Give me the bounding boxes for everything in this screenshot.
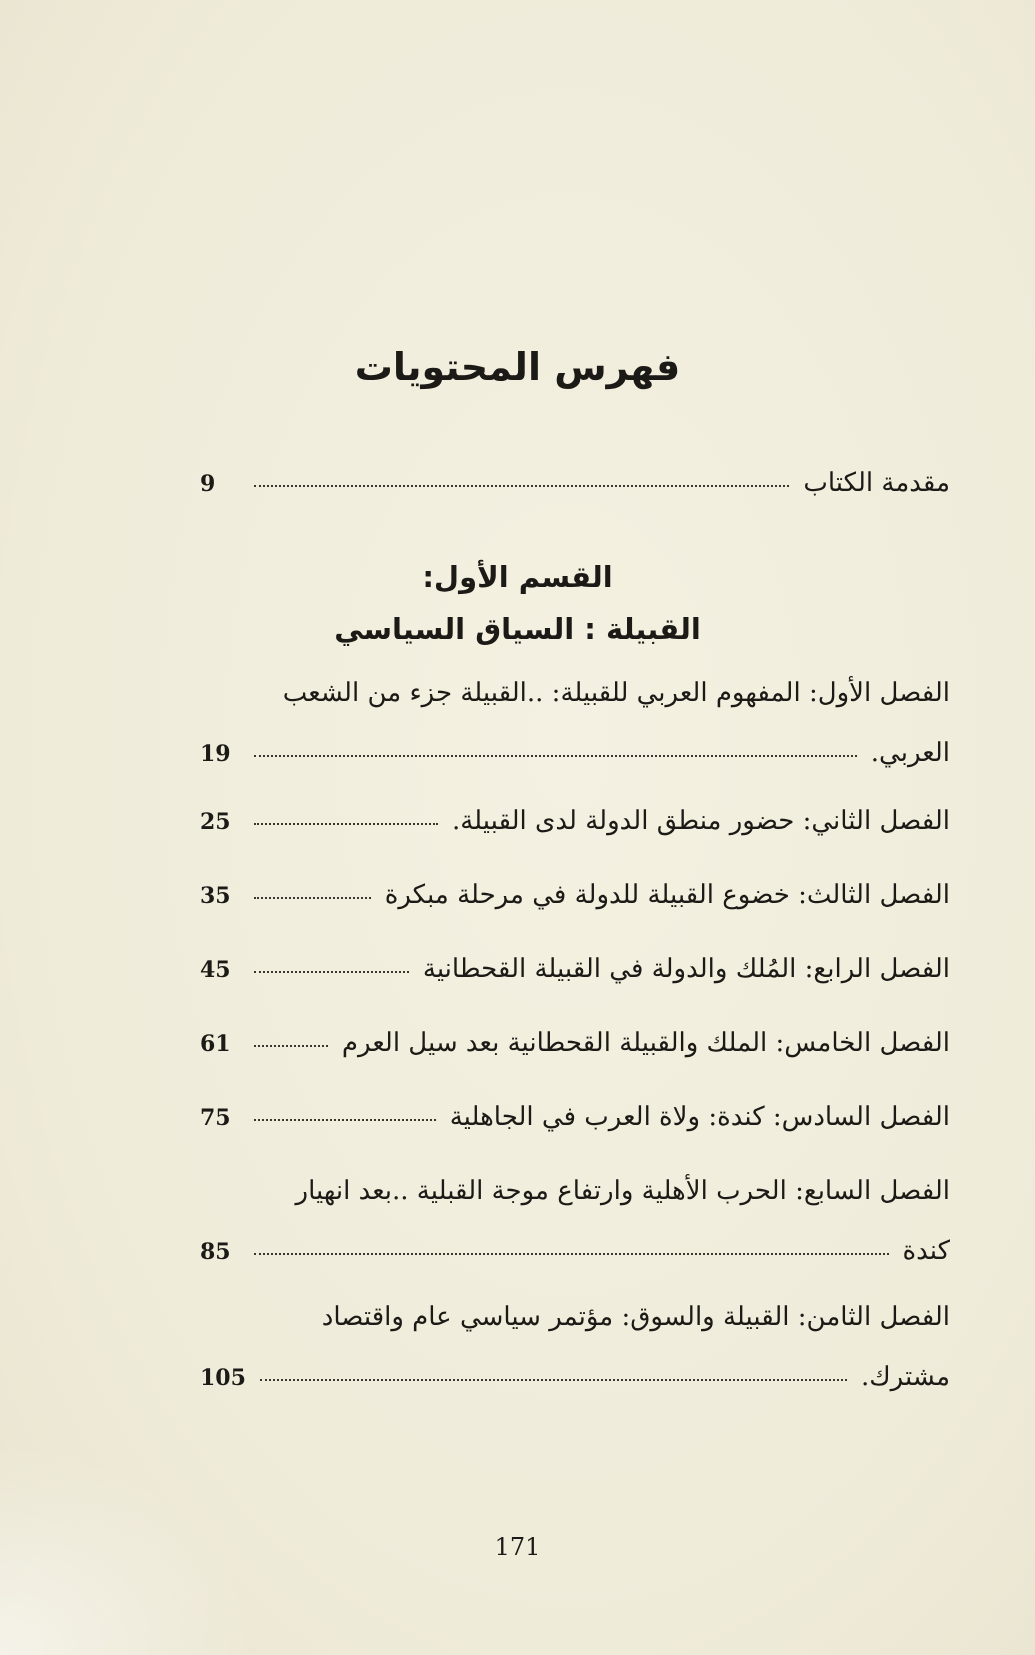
toc-entry-label: الفصل الثاني: حضور منطق الدولة لدى القبيلة. — [451, 806, 950, 836]
page-title: فهرس المحتويات — [354, 345, 681, 389]
toc-entry-chapter-3[interactable] — [200, 882, 950, 942]
toc-page-number: 25 — [200, 809, 231, 835]
toc-entry-label-continued: مشترك. — [860, 1362, 950, 1392]
toc-page-number: 75 — [200, 1105, 231, 1131]
page-number: 171 — [494, 1533, 541, 1561]
toc-entry-label: الفصل الأول: المفهوم العربي للقبيلة: ..القبيلة جزء من الشعب — [282, 678, 950, 708]
toc-entry-chapter-2[interactable] — [200, 808, 950, 868]
dot-leader — [254, 754, 857, 757]
toc-entry-label-continued: العربي. — [870, 738, 950, 768]
toc-page-number: 35 — [200, 883, 231, 909]
toc-page-number: 105 — [200, 1365, 246, 1391]
dot-leader — [254, 1252, 889, 1255]
toc-entry-label: الفصل السابع: الحرب الأهلية وارتفاع موجة القبلية ..بعد انهيار — [295, 1176, 950, 1206]
section-heading: القسم الأول: — [422, 560, 613, 594]
dot-leader — [254, 1118, 436, 1121]
dot-leader — [254, 822, 438, 825]
toc-entry-label: الفصل السادس: كندة: ولاة العرب في الجاهلية — [449, 1102, 950, 1132]
toc-entry-intro[interactable] — [200, 470, 950, 530]
toc-entry-label: الفصل الرابع: المُلك والدولة في القبيلة القحطانية — [422, 954, 950, 984]
section-subheading: القبيلة : السياق السياسي — [334, 612, 701, 646]
toc-page-number: 61 — [200, 1031, 231, 1057]
dot-leader — [254, 1044, 328, 1047]
toc-entry-label: مقدمة الكتاب — [803, 468, 950, 498]
toc-entry-label: الفصل الثامن: القبيلة والسوق: مؤتمر سياسي عام واقتصاد — [321, 1302, 950, 1332]
dot-leader — [254, 484, 789, 487]
dot-leader — [254, 970, 409, 973]
dot-leader — [254, 896, 371, 899]
dot-leader — [260, 1378, 847, 1381]
toc-entry-chapter-7[interactable] — [200, 1178, 950, 1298]
toc-page-number: 19 — [200, 741, 231, 767]
toc-entry-chapter-5[interactable] — [200, 1030, 950, 1090]
toc-entry-chapter-6[interactable] — [200, 1104, 950, 1164]
toc-entry-chapter-4[interactable] — [200, 956, 950, 1016]
toc-entry-chapter-8[interactable] — [200, 1304, 950, 1424]
toc-entry-label: الفصل الثالث: خضوع القبيلة للدولة في مرحلة مبكرة — [384, 880, 950, 910]
toc-page-number: 85 — [200, 1239, 231, 1265]
toc-entry-label: الفصل الخامس: الملك والقبيلة القحطانية بعد سيل العرم — [341, 1028, 950, 1058]
toc-entry-chapter-1[interactable] — [200, 680, 950, 800]
toc-page-number: 45 — [200, 957, 231, 983]
toc-entry-label-continued: كندة — [902, 1236, 950, 1266]
toc-page-number: 9 — [200, 471, 216, 497]
